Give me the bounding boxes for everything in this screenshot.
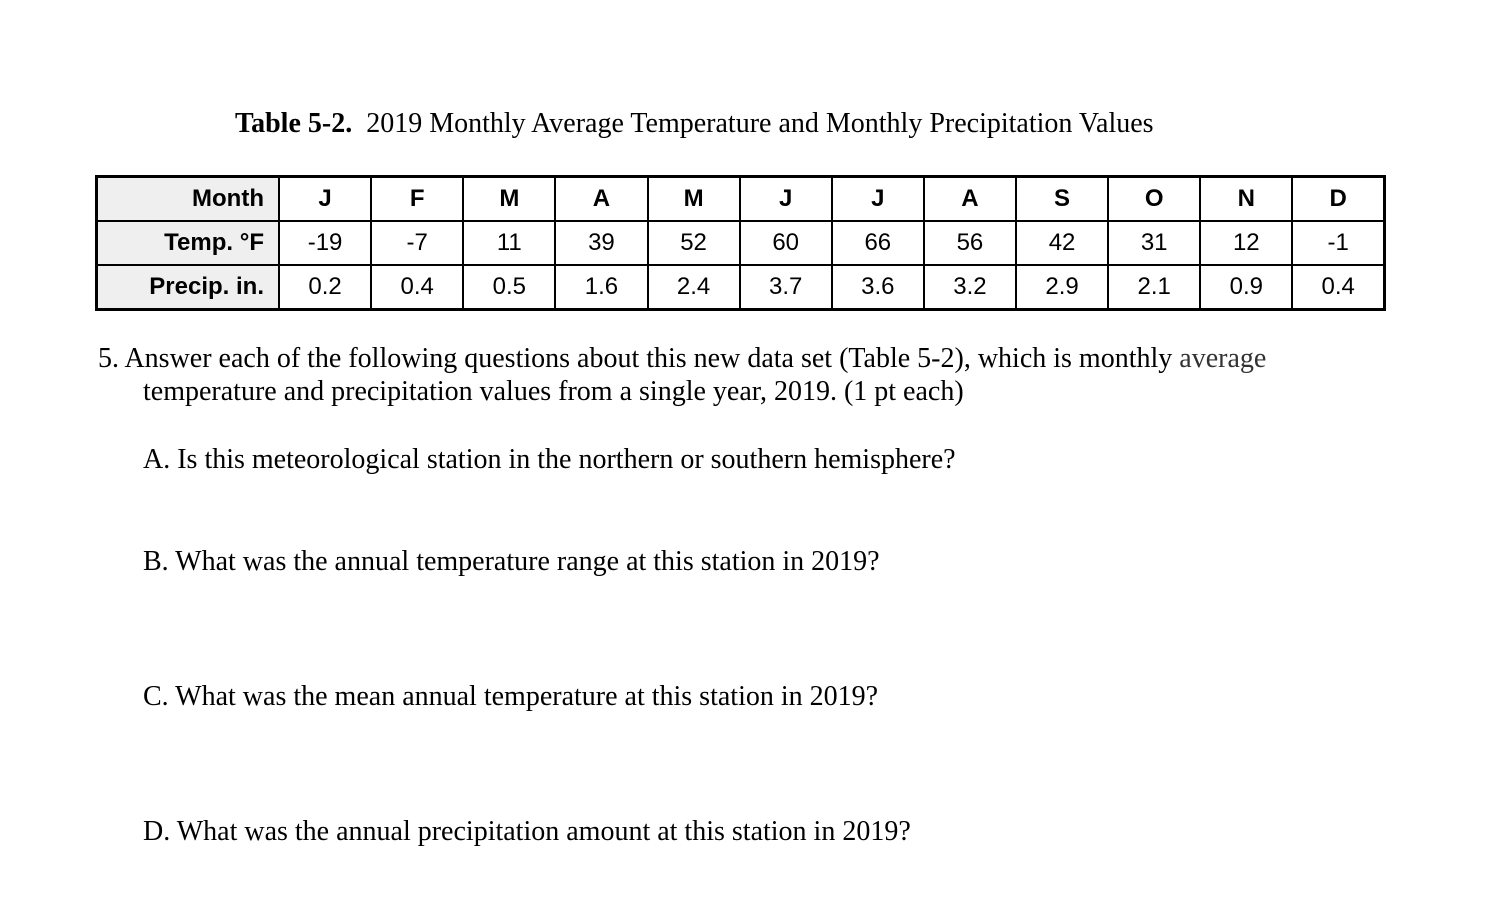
table-cell-precip: 2.9 (1016, 265, 1108, 310)
table-cell-month: F (371, 177, 463, 222)
table-cell-temp: 11 (463, 221, 555, 265)
question-5-line-2: temperature and precipitation values from a single year, 2019. (1 pt each) (143, 376, 964, 407)
question-b: B. What was the annual temperature range at this station in 2019? (143, 546, 880, 577)
table-cell-temp: 56 (924, 221, 1016, 265)
table-cell-month: S (1016, 177, 1108, 222)
table-cell-month: M (463, 177, 555, 222)
table-cell-month: N (1200, 177, 1292, 222)
table-cell-temp: -7 (371, 221, 463, 265)
table-cell-precip: 0.4 (371, 265, 463, 310)
table-cell-temp: 42 (1016, 221, 1108, 265)
question-a: A. Is this meteorological station in the northern or southern hemisphere? (143, 444, 956, 475)
table-cell-precip: 2.4 (648, 265, 740, 310)
caption-text: 2019 Monthly Average Temperature and Monthly Precipitation Values (366, 108, 1154, 139)
row-label-temp: Temp. °F (97, 221, 280, 265)
table-cell-temp: 39 (555, 221, 647, 265)
table-cell-temp: -1 (1292, 221, 1384, 265)
table-cell-temp: 12 (1200, 221, 1292, 265)
table-cell-temp: 60 (740, 221, 832, 265)
climate-data-table (95, 175, 1386, 311)
table-cell-precip: 1.6 (555, 265, 647, 310)
table-row-temp (97, 221, 1385, 265)
row-label-month: Month (97, 177, 280, 222)
question-5-text: 5. Answer each of the following questions about this new data set (Table 5-2), which is monthly (98, 343, 1180, 374)
row-label-precip: Precip. in. (97, 265, 280, 310)
table-cell-temp: -19 (279, 221, 371, 265)
table-cell-precip: 0.4 (1292, 265, 1384, 310)
table-cell-temp: 52 (648, 221, 740, 265)
table-cell-month: J (832, 177, 924, 222)
table-cell-month: A (555, 177, 647, 222)
question-d: D. What was the annual precipitation amount at this station in 2019? (143, 816, 911, 847)
table-cell-precip: 3.6 (832, 265, 924, 310)
table-cell-precip: 2.1 (1108, 265, 1200, 310)
table-cell-month: J (740, 177, 832, 222)
table-cell-temp: 66 (832, 221, 924, 265)
table-cell-month: O (1108, 177, 1200, 222)
table-cell-month: J (279, 177, 371, 222)
table-cell-precip: 0.5 (463, 265, 555, 310)
table-cell-precip: 0.9 (1200, 265, 1292, 310)
table-cell-month: M (648, 177, 740, 222)
table-row-month (97, 177, 1385, 222)
table-cell-month: D (1292, 177, 1384, 222)
table-caption (235, 108, 1154, 140)
table-cell-precip: 3.7 (740, 265, 832, 310)
question-5-line-1 (98, 343, 1266, 375)
table-cell-precip: 0.2 (279, 265, 371, 310)
question-5-text-end: average (1179, 343, 1267, 374)
table-row-precip (97, 265, 1385, 310)
table-cell-temp: 31 (1108, 221, 1200, 265)
table-cell-month: A (924, 177, 1016, 222)
caption-label: Table 5-2. (235, 108, 353, 139)
question-c: C. What was the mean annual temperature at this station in 2019? (143, 681, 879, 712)
table-cell-precip: 3.2 (924, 265, 1016, 310)
